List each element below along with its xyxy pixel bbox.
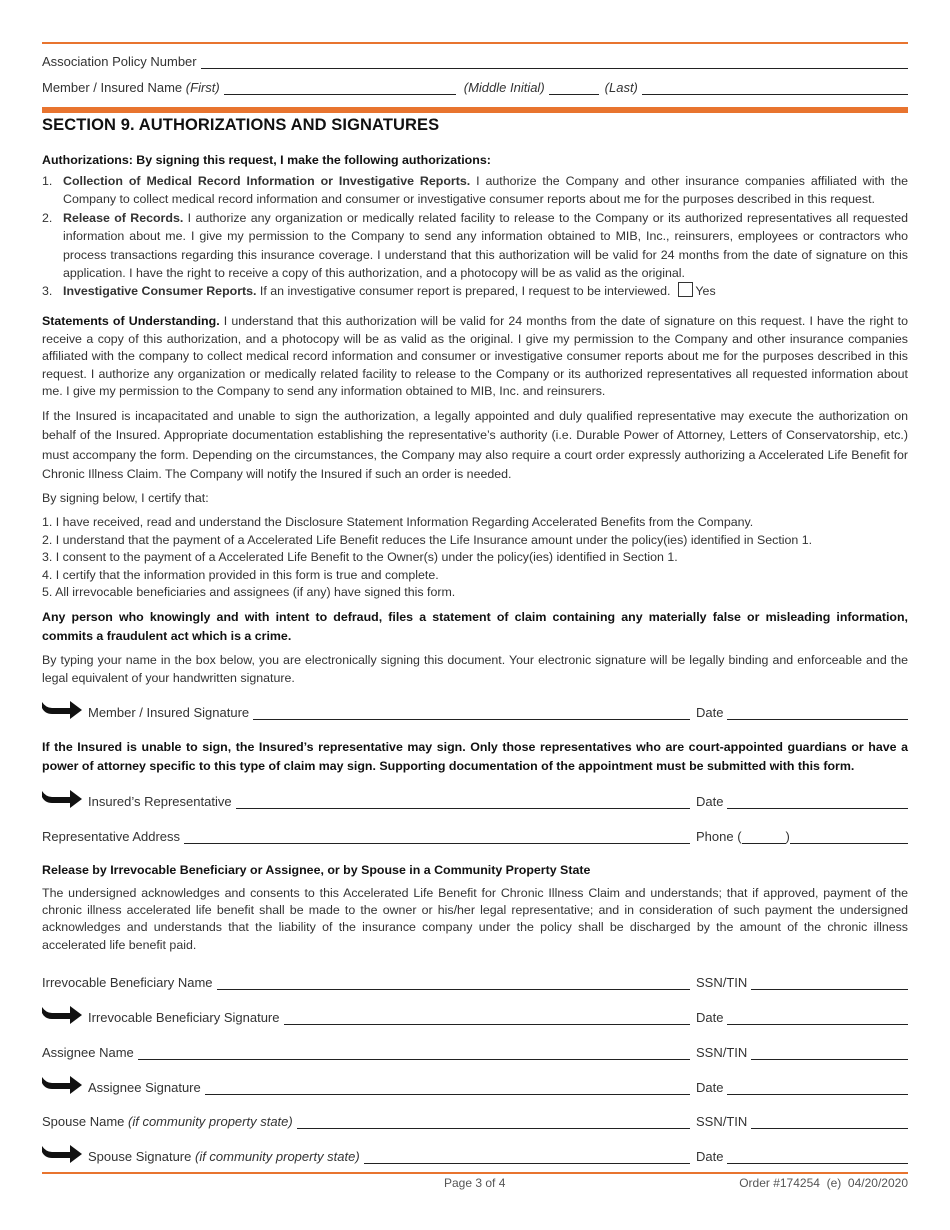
- beneficiary-signature-label: Irrevocable Beneficiary Signature: [88, 1010, 280, 1025]
- policy-number-field[interactable]: [201, 54, 908, 69]
- date-label: Date: [696, 1149, 724, 1164]
- spouse-signature-label: Spouse Signature: [88, 1149, 192, 1164]
- page-number: Page 3 of 4: [444, 1176, 506, 1190]
- spouse-name-note: (if community property state): [128, 1114, 293, 1129]
- date-label: Date: [696, 1010, 724, 1025]
- ssn-label: SSN/TIN: [696, 975, 748, 990]
- spouse-name-field[interactable]: [297, 1114, 690, 1129]
- member-name-row: [42, 80, 908, 95]
- beneficiary-signature-row: [42, 1003, 908, 1025]
- list-item: 4. I certify that the information provided in this form is true and complete.: [42, 567, 439, 582]
- phone-label: Phone (: [696, 829, 742, 844]
- spouse-name-row: [42, 1107, 908, 1129]
- release-title: Release by Irrevocable Beneficiary or Assignee, or by Spouse in a Community Property State: [42, 863, 591, 877]
- insured-representative-row: [42, 787, 908, 809]
- phone-number-field[interactable]: [790, 829, 908, 844]
- representative-address-row: [42, 822, 908, 844]
- assignee-signature-row: [42, 1073, 908, 1095]
- sign-here-arrow-icon: [42, 1073, 82, 1095]
- first-name-field[interactable]: [224, 80, 456, 95]
- first-label: (First): [185, 80, 220, 95]
- policy-number-label: Association Policy Number: [42, 54, 197, 69]
- list-item: 3. I consent to the payment of a Accelerated Life Benefit to the Owner(s) under the policy(ies) identified in Section 1.: [42, 550, 678, 564]
- fraud-warning: Any person who knowingly and with intent to defraud, files a statement of claim containing any materially false or misleading information, commits a fraudulent act which is a crime.: [42, 610, 908, 643]
- list-item: 1. Collection of Medical Record Information or Investigative Reports. I authorize the Company and other insurance companies affiliated with the Company to collect medical record information and consumer or investigative consumer reports about me for the purposes described in this request.: [42, 174, 908, 207]
- list-item: 2. Release of Records. I authorize any organization or medically related facility to release to the Company or its authorized representatives all requested information about me. I give my permission to the Company to send any information obtained to MIB, Inc., reinsurers, employees or contractors who process transactions regarding this insurance coverage. I understand that this authorization will be valid for 24 months from the date of signature on this application. I have the right to receive a copy of this authorization, and a photocopy will be as valid as the original.: [42, 210, 908, 281]
- date-label: Date: [696, 794, 724, 809]
- sign-here-arrow-icon: [42, 1003, 82, 1025]
- statements-of-understanding: Statements of Understanding. I understand that this authorization will be valid for 24 months from the date of signature on this request. I have the right to receive a copy of this authorization, and a photocopy will be as valid as the original. I give my permission to the Company and other insurance companies affiliated with the company to collect medical record information and consumer or investigative consumer reports about me for the purposes described in this request. I authorize any organization or medically related facility to release to the Company or its authorized representatives all requested information about me. I give my permission to the Company to send any information obtained to MIB, Inc. and reinsurers.: [42, 314, 908, 399]
- bottom-rule: [42, 1172, 908, 1174]
- beneficiary-ssn-field[interactable]: [751, 975, 908, 990]
- representative-address-field[interactable]: [184, 829, 690, 844]
- section-title: SECTION 9. AUTHORIZATIONS AND SIGNATURES: [42, 116, 440, 134]
- release-paragraph: The undersigned acknowledges and consents to this Accelerated Life Benefit for Chronic Illness Claim and understands; that if approved, payment of the chronic illness accelerated life benefit shall be made to the owner or his/her legal representative; and in consideration of such payment the undersigned acknowledges and understands that the liability of the insurance company under the policy shall be discharged by the amount of the chronic illness accelerated life benefit paid.: [42, 886, 908, 952]
- assignee-ssn-field[interactable]: [751, 1045, 908, 1060]
- insured-representative-field[interactable]: [236, 794, 690, 809]
- date-label: Date: [696, 1080, 724, 1095]
- phone-close-paren: ): [785, 829, 790, 844]
- date-label: Date: [696, 705, 724, 720]
- order-number: Order #174254 (e) 04/20/2020: [739, 1176, 908, 1190]
- beneficiary-name-field[interactable]: [217, 975, 690, 990]
- member-signature-label: Member / Insured Signature: [88, 705, 250, 720]
- assignee-signature-label: Assignee Signature: [88, 1080, 201, 1095]
- assignee-signature-field[interactable]: [205, 1080, 690, 1095]
- beneficiary-date-field[interactable]: [727, 1010, 908, 1025]
- beneficiary-name-label: Irrevocable Beneficiary Name: [42, 975, 213, 990]
- last-name-field[interactable]: [642, 80, 908, 95]
- spouse-signature-field[interactable]: [364, 1149, 690, 1164]
- list-item: 3. Investigative Consumer Reports. If an investigative consumer report is prepared, I request to be interviewed. Yes: [42, 284, 716, 299]
- representative-address-label: Representative Address: [42, 829, 181, 844]
- interview-yes-label: Yes: [695, 284, 716, 299]
- beneficiary-name-row: [42, 968, 908, 990]
- list-item: 1. I have received, read and understand the Disclosure Statement Information Regarding Accelerated Benefits from the Company.: [42, 515, 754, 529]
- top-rule: [42, 42, 908, 44]
- phone-area-code-field[interactable]: [742, 829, 786, 844]
- ssn-label: SSN/TIN: [696, 1114, 748, 1129]
- representative-date-field[interactable]: [727, 794, 908, 809]
- assignee-name-row: [42, 1038, 908, 1060]
- sign-here-arrow-icon: [42, 787, 82, 809]
- member-signature-row: [42, 698, 908, 720]
- member-signature-field[interactable]: [253, 705, 690, 720]
- spouse-signature-note: (if community property state): [194, 1149, 360, 1164]
- certify-intro: By signing below, I certify that:: [42, 491, 209, 505]
- assignee-name-label: Assignee Name: [42, 1045, 134, 1060]
- esign-notice: By typing your name in the box below, you are electronically signing this document. Your electronic signature will be legally binding and enforceable and the legal equivalent of your handwritten signature.: [42, 653, 908, 685]
- interview-yes-checkbox[interactable]: [678, 282, 693, 297]
- insured-representative-label: Insured’s Representative: [88, 794, 232, 809]
- last-label: (Last): [604, 80, 638, 95]
- member-signature-date-field[interactable]: [727, 705, 908, 720]
- incapacitated-paragraph: If the Insured is incapacitated and unable to sign the authorization, a legally appointed and duly qualified representative may execute the authorization on behalf of the Insured. Appropriate documentation establishing the representative’s authority (i.e. Durable Power of Attorney, Letters of Conservatorship, etc.) must accompany the form. Depending on the circumstances, the Company may also require a court order expressly authorizing a Accelerated Life Benefit for Chronic Illness Claim. The Company will notify the Insured if such an order is needed.: [42, 409, 908, 482]
- section-rule: [42, 107, 908, 113]
- authorizations-intro: Authorizations: By signing this request, I make the following authorizations:: [42, 153, 491, 167]
- spouse-ssn-field[interactable]: [751, 1114, 908, 1129]
- member-name-label: Member / Insured Name: [42, 80, 183, 95]
- spouse-date-field[interactable]: [727, 1149, 908, 1164]
- middle-initial-field[interactable]: [549, 80, 599, 95]
- assignee-date-field[interactable]: [727, 1080, 908, 1095]
- representative-notice: If the Insured is unable to sign, the Insured’s representative may sign. Only those representatives who are court-appointed guardians or have a power of attorney specific to this type of claim may sign. Supporting documentation of the appointment must be submitted with this form.: [42, 740, 908, 773]
- sign-here-arrow-icon: [42, 1142, 82, 1164]
- list-item: 2. I understand that the payment of a Accelerated Life Benefit reduces the Life Insurance amount under the policy(ies) identified in Section 1.: [42, 532, 813, 547]
- certify-list: [42, 514, 812, 602]
- spouse-signature-row: [42, 1142, 908, 1164]
- ssn-label: SSN/TIN: [696, 1045, 748, 1060]
- list-item: 5. All irrevocable beneficiaries and assignees (if any) have signed this form.: [42, 585, 456, 599]
- beneficiary-signature-field[interactable]: [284, 1010, 691, 1025]
- policy-number-row: [42, 54, 908, 69]
- spouse-name-label: Spouse Name: [42, 1114, 125, 1129]
- assignee-name-field[interactable]: [138, 1045, 690, 1060]
- authorizations-list: [42, 172, 908, 301]
- middle-initial-label: (Middle Initial): [463, 80, 545, 95]
- sign-here-arrow-icon: [42, 698, 82, 720]
